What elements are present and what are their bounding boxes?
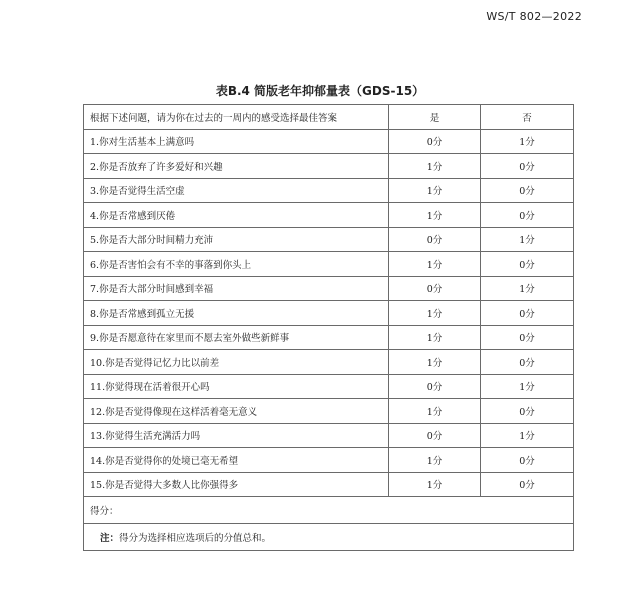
yes-score-cell: 1分 [389, 350, 481, 375]
table-row [84, 252, 574, 277]
question-cell: 8.你是否常感到孤立无援 [84, 301, 389, 326]
table-row [84, 129, 574, 154]
no-score-cell: 0分 [481, 350, 574, 375]
table-title: 表B.4 简版老年抑郁量表（GDS-15） [215, 84, 425, 98]
standard-code: WS/T 802—2022 [486, 10, 582, 23]
table-row [84, 301, 574, 326]
question-cell: 7.你是否大部分时间感到幸福 [84, 276, 389, 301]
question-cell: 5.你是否大部分时间精力充沛 [84, 227, 389, 252]
table-row [84, 423, 574, 448]
table-row [84, 227, 574, 252]
question-cell: 3.你是否觉得生活空虚 [84, 178, 389, 203]
no-score-cell: 0分 [481, 472, 574, 497]
question-cell: 4.你是否常感到厌倦 [84, 203, 389, 228]
table-row [84, 374, 574, 399]
question-cell: 2.你是否放弃了许多爱好和兴趣 [84, 154, 389, 179]
yes-score-cell: 1分 [389, 448, 481, 473]
no-score-cell: 0分 [481, 301, 574, 326]
table-row [84, 472, 574, 497]
no-score-cell: 0分 [481, 399, 574, 424]
no-score-cell: 0分 [481, 325, 574, 350]
table-row [84, 178, 574, 203]
yes-score-cell: 1分 [389, 178, 481, 203]
yes-score-cell: 1分 [389, 301, 481, 326]
note-cell [84, 524, 574, 551]
yes-score-cell: 0分 [389, 276, 481, 301]
note-text: 得分为选择相应选项后的分值总和。 [119, 533, 272, 544]
question-cell: 15.你是否觉得大多数人比你强得多 [84, 472, 389, 497]
no-score-cell: 0分 [481, 178, 574, 203]
no-score-cell: 0分 [481, 203, 574, 228]
question-cell: 10.你是否觉得记忆力比以前差 [84, 350, 389, 375]
yes-score-cell: 1分 [389, 399, 481, 424]
no-score-cell: 0分 [481, 252, 574, 277]
question-column-header: 根据下述问题，请为你在过去的一周内的感受选择最佳答案 [84, 105, 389, 130]
question-cell: 6.你是否害怕会有不幸的事落到你头上 [84, 252, 389, 277]
total-score-label: 得分： [84, 497, 574, 524]
question-cell: 11.你觉得现在活着很开心吗 [84, 374, 389, 399]
no-score-cell: 1分 [481, 374, 574, 399]
no-score-cell: 1分 [481, 129, 574, 154]
total-score-row [84, 497, 574, 524]
yes-column-header: 是 [389, 105, 481, 130]
table-row [84, 203, 574, 228]
gds-15-table [83, 104, 574, 551]
yes-score-cell: 1分 [389, 203, 481, 228]
no-column-header: 否 [481, 105, 574, 130]
question-cell: 12.你是否觉得像现在这样活着毫无意义 [84, 399, 389, 424]
yes-score-cell: 1分 [389, 252, 481, 277]
question-cell: 13.你觉得生活充满活力吗 [84, 423, 389, 448]
no-score-cell: 0分 [481, 448, 574, 473]
no-score-cell: 1分 [481, 227, 574, 252]
note-row [84, 524, 574, 551]
yes-score-cell: 0分 [389, 423, 481, 448]
table-header-row [84, 105, 574, 130]
yes-score-cell: 0分 [389, 129, 481, 154]
table-row [84, 154, 574, 179]
yes-score-cell: 0分 [389, 227, 481, 252]
table-row [84, 350, 574, 375]
yes-score-cell: 1分 [389, 154, 481, 179]
table-row [84, 325, 574, 350]
no-score-cell: 1分 [481, 276, 574, 301]
table-row [84, 276, 574, 301]
no-score-cell: 1分 [481, 423, 574, 448]
table-row [84, 399, 574, 424]
yes-score-cell: 1分 [389, 472, 481, 497]
yes-score-cell: 0分 [389, 374, 481, 399]
note-label: 注： [100, 533, 120, 544]
question-cell: 14.你是否觉得你的处境已毫无希望 [84, 448, 389, 473]
question-cell: 1.你对生活基本上满意吗 [84, 129, 389, 154]
table-row [84, 448, 574, 473]
yes-score-cell: 1分 [389, 325, 481, 350]
no-score-cell: 0分 [481, 154, 574, 179]
question-cell: 9.你是否愿意待在家里而不愿去室外做些新鲜事 [84, 325, 389, 350]
